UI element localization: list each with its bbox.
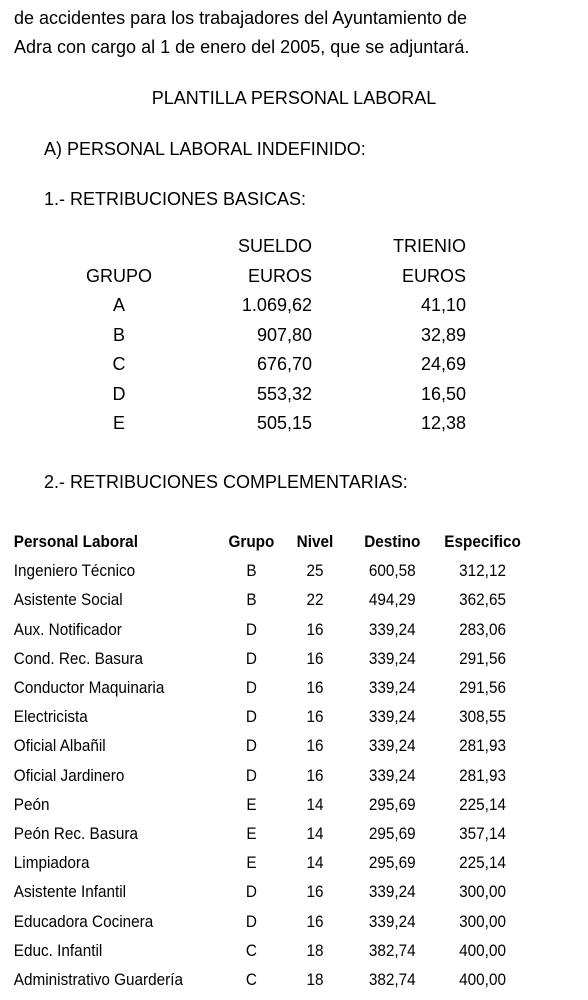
complementary-salary-table bbox=[12, 527, 530, 994]
column-header: Personal Laboral bbox=[13, 532, 138, 551]
table-cell: 339,24 bbox=[368, 619, 416, 639]
table-cell: 339,24 bbox=[368, 765, 416, 785]
table-cell: EUROS bbox=[401, 265, 466, 286]
table-cell: 339,24 bbox=[368, 678, 416, 698]
table-cell: D bbox=[112, 383, 126, 404]
table-cell: Conductor Maquinaria bbox=[13, 678, 165, 698]
table-cell: Limpiadora bbox=[13, 853, 90, 873]
table-cell: 308,55 bbox=[459, 707, 506, 727]
column-header: Grupo bbox=[228, 532, 275, 551]
section-a-heading: A) PERSONAL LABORAL INDEFINIDO: bbox=[44, 139, 366, 159]
table-cell: 18 bbox=[306, 940, 324, 960]
table-cell: B bbox=[112, 324, 125, 345]
basic-salary-table bbox=[60, 232, 466, 439]
table-header-row bbox=[60, 232, 466, 262]
table-cell: Administrativo Guardería bbox=[13, 970, 184, 990]
table-cell: 16,50 bbox=[420, 383, 466, 404]
table-cell: 16 bbox=[306, 648, 324, 668]
table-cell: E bbox=[246, 853, 257, 873]
table-cell: C bbox=[112, 354, 126, 374]
table-cell: 18 bbox=[306, 970, 324, 990]
table-cell: 281,93 bbox=[459, 736, 506, 756]
table-row bbox=[12, 615, 530, 644]
table-row bbox=[12, 585, 530, 614]
table-cell: 357,14 bbox=[459, 824, 506, 844]
table-cell: 24,69 bbox=[420, 354, 466, 374]
table-cell: E bbox=[246, 794, 257, 814]
table-cell: D bbox=[245, 678, 257, 698]
table-cell: Educ. Infantil bbox=[13, 940, 103, 960]
table-cell: 225,14 bbox=[459, 853, 506, 873]
table-row bbox=[60, 350, 466, 380]
table-row bbox=[12, 761, 530, 790]
table-cell: 25 bbox=[306, 561, 324, 581]
table-row bbox=[12, 702, 530, 731]
table-cell: 600,58 bbox=[368, 561, 416, 581]
table-cell: Asistente Social bbox=[13, 590, 123, 610]
table-cell: B bbox=[246, 561, 257, 581]
intro-line: de accidentes para los trabajadores del Ayuntamiento de bbox=[14, 8, 467, 28]
plantilla-title: PLANTILLA PERSONAL LABORAL bbox=[151, 88, 437, 108]
table-cell: 907,80 bbox=[256, 324, 312, 345]
table-cell: D bbox=[245, 882, 257, 902]
table-row bbox=[12, 731, 530, 760]
table-cell: 382,74 bbox=[368, 940, 416, 960]
table-row bbox=[60, 291, 466, 321]
table-cell: 505,15 bbox=[256, 413, 312, 433]
table-cell: C bbox=[245, 970, 257, 990]
table-cell: 14 bbox=[306, 853, 324, 873]
table-cell: 339,24 bbox=[368, 911, 416, 931]
intro-line: Adra con cargo al 1 de enero del 2005, que se adjuntará. bbox=[14, 37, 470, 57]
table-cell: Asistente Infantil bbox=[13, 882, 127, 902]
table-cell: 16 bbox=[306, 678, 324, 698]
table-cell: Aux. Notificador bbox=[13, 619, 122, 639]
table-cell: 400,00 bbox=[459, 940, 506, 960]
table-cell: 16 bbox=[306, 707, 324, 727]
table-cell: 16 bbox=[306, 911, 324, 931]
table-cell: 1.069,62 bbox=[241, 295, 312, 315]
table-cell: 22 bbox=[306, 590, 324, 610]
table-cell: 400,00 bbox=[459, 970, 506, 990]
table-cell: 295,69 bbox=[368, 794, 416, 814]
table-cell: 553,32 bbox=[256, 383, 312, 404]
table-cell: 295,69 bbox=[368, 853, 416, 873]
table-cell: D bbox=[245, 765, 257, 785]
column-header: Especifico bbox=[444, 532, 521, 551]
table-cell: D bbox=[245, 619, 257, 639]
table-cell: 16 bbox=[306, 619, 324, 639]
table-cell: D bbox=[245, 707, 257, 727]
table-row bbox=[12, 644, 530, 673]
table-row bbox=[12, 790, 530, 819]
table-header-row bbox=[12, 527, 530, 556]
table-cell: Peón bbox=[13, 794, 50, 814]
table-row bbox=[12, 819, 530, 848]
table-cell: D bbox=[245, 911, 257, 931]
table-cell: SUELDO bbox=[237, 236, 312, 256]
table-cell: Electricista bbox=[13, 707, 88, 727]
column-header: Destino bbox=[364, 532, 421, 551]
table-cell: 32,89 bbox=[420, 324, 466, 345]
table-cell: 312,12 bbox=[459, 561, 506, 581]
table-cell: 291,56 bbox=[459, 648, 506, 668]
column-header: Nivel bbox=[296, 532, 334, 551]
table-cell: 494,29 bbox=[368, 590, 416, 610]
table-cell: 339,24 bbox=[368, 648, 416, 668]
table-row bbox=[12, 556, 530, 585]
table-cell: D bbox=[245, 736, 257, 756]
table-cell: EUROS bbox=[247, 265, 312, 286]
table-cell: 12,38 bbox=[420, 413, 466, 433]
table-cell: Cond. Rec. Basura bbox=[13, 648, 144, 668]
table-row bbox=[60, 380, 466, 410]
section-1-heading: 1.- RETRIBUCIONES BASICAS: bbox=[44, 189, 307, 209]
table-cell: 14 bbox=[306, 824, 324, 844]
table-cell: TRIENIO bbox=[392, 236, 466, 256]
table-row bbox=[12, 936, 530, 965]
table-cell bbox=[60, 232, 178, 262]
table-header-row bbox=[60, 262, 466, 292]
table-cell: Oficial Albañil bbox=[13, 736, 106, 756]
table-cell: 300,00 bbox=[459, 911, 506, 931]
table-cell: E bbox=[112, 413, 125, 433]
table-cell: 339,24 bbox=[368, 882, 416, 902]
table-cell: 14 bbox=[306, 794, 324, 814]
table-cell: A bbox=[112, 295, 125, 315]
table-cell: Peón Rec. Basura bbox=[13, 824, 138, 844]
table-cell: 382,74 bbox=[368, 970, 416, 990]
table-cell: 339,24 bbox=[368, 736, 416, 756]
table-cell: 16 bbox=[306, 765, 324, 785]
table-row bbox=[12, 877, 530, 906]
table-cell: Ingeniero Técnico bbox=[13, 561, 136, 581]
table-cell: 339,24 bbox=[368, 707, 416, 727]
table-row bbox=[12, 965, 530, 994]
table-row bbox=[60, 409, 466, 439]
table-cell: 16 bbox=[306, 882, 324, 902]
section-2-heading: 2.- RETRIBUCIONES COMPLEMENTARIAS: bbox=[44, 472, 408, 492]
table-cell: C bbox=[245, 940, 257, 960]
table-cell: E bbox=[246, 824, 257, 844]
table-cell: GRUPO bbox=[85, 265, 152, 286]
table-cell: 300,00 bbox=[459, 882, 506, 902]
table-cell: Educadora Cocinera bbox=[13, 911, 154, 931]
table-cell: 281,93 bbox=[459, 765, 506, 785]
intro-paragraph bbox=[14, 4, 586, 62]
table-cell: 676,70 bbox=[256, 354, 312, 374]
table-cell: B bbox=[246, 590, 257, 610]
table-row bbox=[12, 848, 530, 877]
table-row bbox=[12, 907, 530, 936]
table-cell: 41,10 bbox=[420, 295, 466, 315]
table-cell: 291,56 bbox=[459, 678, 506, 698]
table-cell: 16 bbox=[306, 736, 324, 756]
table-cell: D bbox=[245, 648, 257, 668]
table-row bbox=[12, 673, 530, 702]
table-cell: 283,06 bbox=[459, 619, 506, 639]
table-cell: 362,65 bbox=[459, 590, 506, 610]
table-row bbox=[60, 321, 466, 351]
table-cell: 295,69 bbox=[368, 824, 416, 844]
table-cell: Oficial Jardinero bbox=[13, 765, 125, 785]
table-cell: 225,14 bbox=[459, 794, 506, 814]
